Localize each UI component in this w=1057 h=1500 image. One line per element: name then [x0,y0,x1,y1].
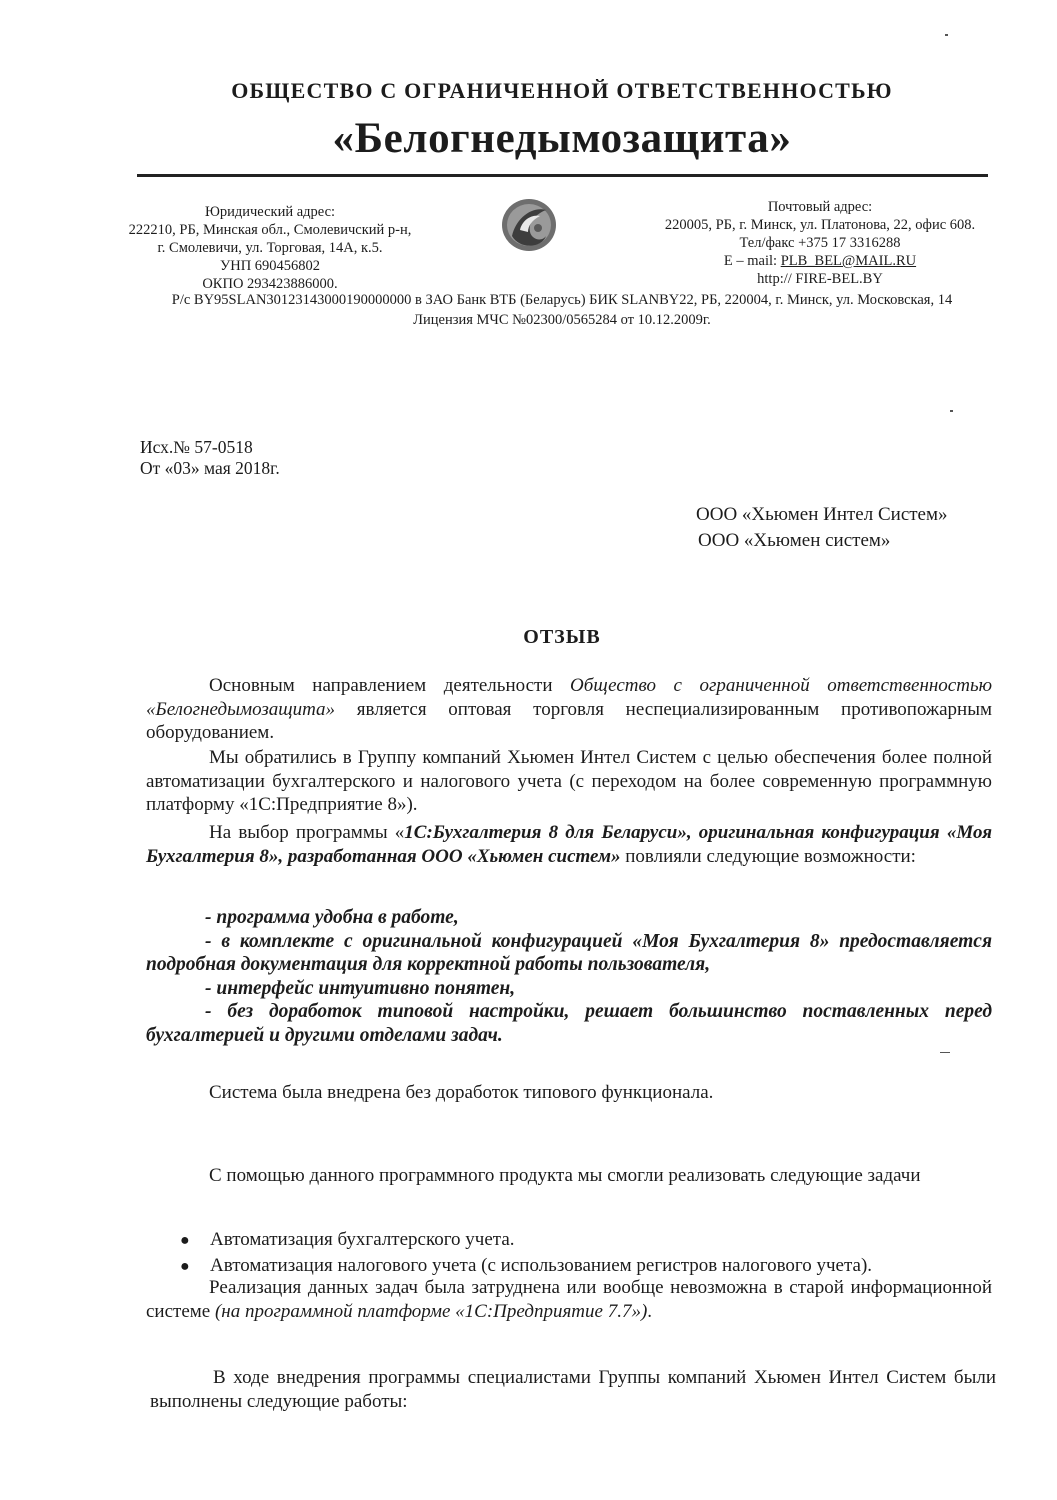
paragraph-activity [146,674,992,745]
license-line: Лицензия МЧС №02300/0565284 от 10.12.2009г. [413,312,711,328]
recipient: ООО «Хьюмен Интел Систем» [696,504,948,525]
paragraph-text: Основным направлением деятельности [209,675,571,696]
legal-address-line: ОКПО 293423886000. [202,276,338,292]
paragraph-tasks: С помощью данного программного продукта мы смогли реализовать следующие задачи [209,1165,921,1186]
list-item [180,1227,1000,1253]
company-logo [498,196,560,254]
paragraph-old-system [146,1276,992,1323]
paragraph-works: В ходе внедрения программы специалистами Группы компаний Хьюмен Интел Систем были выполнены следующие работы: [150,1367,996,1412]
old-platform-italic: (на программной платформе «1С:Предприятие 7.7») [214,1300,648,1322]
recipient: ООО «Хьюмен систем» [698,530,891,551]
bullet-icon: ● [180,1258,190,1275]
postal-address-line: 220005, РБ, г. Минск, ул. Платонова, 22, офис 608. [664,217,976,233]
list-item-text: Автоматизация налогового учета (с использованием регистров налогового учета). [210,1255,873,1276]
organization-type: ОБЩЕСТВО С ОГРАНИЧЕННОЙ ОТВЕТСТВЕННОСТЬЮ [231,78,893,103]
postal-address-block [630,198,1010,288]
paragraph-text: На выбор программы « [209,822,405,843]
legal-address-line: г. Смолевичи, ул. Торговая, 14А, к.5. [157,240,383,256]
outgoing-reference [140,437,280,479]
scan-speck [940,1052,950,1053]
recipients-block [696,502,948,554]
feature-item: - интерфейс интуитивно понятен, [205,977,516,999]
product-name: 1С:Бухгалтерия 8 для Беларуси», оригинальная конфигурация «Моя Бухгалтерия 8», разработанная ООО «Хьюмен систем» [146,822,992,867]
postal-address-line: Почтовый адрес: [767,199,873,215]
organization-name: «Белогнедымозащита» [332,115,792,162]
feature-item: - программа удобна в работе, [205,907,459,928]
feature-item: - в комплекте с оригинальной конфигурацией «Моя Бухгалтерия 8» предоставляется подробная документация для корректной работы пользователя, [146,930,992,975]
outgoing-number: Исх.№ 57-0518 [140,437,253,457]
paragraph-request: Мы обратились в Группу компаний Хьюмен Интел Систем с целью обеспечения более полной автоматизации бухгалтерского и налогового учета (с переходом на более современную программную платформу «1С:Предприятие 8»). [146,747,992,815]
paragraph-text: . [647,1300,653,1322]
paragraph-text: повлияли следующие возможности: [620,845,916,867]
features-list [146,906,992,1047]
legal-address-line: Юридический адрес: [204,204,336,220]
document-title: ОТЗЫВ [523,626,601,648]
company-name-italic: Общество с ограниченной ответственностью «Белогнедымозащита» [146,675,992,720]
legal-address-line: УНП 690456802 [219,258,321,274]
phone-fax-line: Тел/факс +375 17 3316288 [739,235,901,251]
header-divider [137,174,988,177]
paragraph-text: является оптовая торговля неспециализированным противопожарным оборудованием. [146,698,992,743]
scan-speck [950,410,953,412]
email-line [630,252,1010,270]
bullet-icon: ● [180,1232,190,1249]
tasks-list [180,1227,1000,1279]
scan-speck [945,34,948,36]
email-link[interactable]: PLB_BEL@MAIL.RU [780,253,917,269]
list-item-text: Автоматизация бухгалтерского учета. [210,1229,515,1250]
paragraph-text: Реализация данных задач была затруднена или вообще невозможна в старой информационной системе [146,1277,992,1322]
paragraph-choice [146,821,992,868]
website-line: http:// FIRE-BEL.BY [757,271,883,287]
outgoing-date: От «03» мая 2018г. [140,458,280,478]
legal-address-block [100,203,440,293]
legal-address-line: 222210, РБ, Минская обл., Смолевичский р-н, [128,222,412,238]
paragraph-implementation: Система была внедрена без доработок типового функционала. [209,1082,714,1103]
bank-details: Р/с BY95SLAN30123143000190000000 в ЗАО Банк ВТБ (Беларусь) БИК SLANBY22, РБ, 220004, г. Минск, ул. Московская, 14 [171,292,953,308]
feature-item: - без доработок типовой настройки, решает большинство поставленных перед бухгалтерией и другими отделами задач. [146,1001,992,1046]
email-prefix: E – mail: [723,253,781,269]
